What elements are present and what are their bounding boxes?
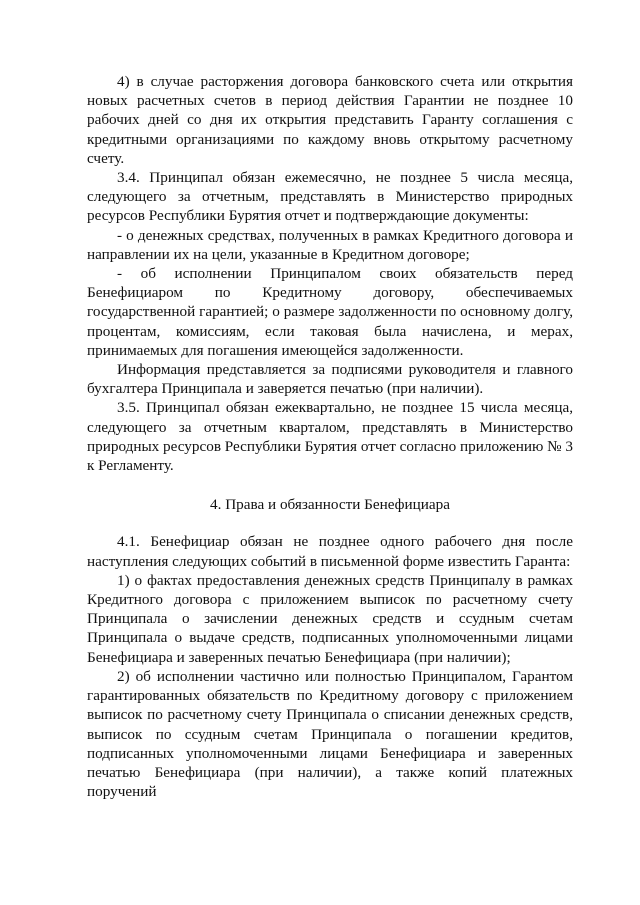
spacer <box>87 514 573 532</box>
paragraph-item-2-execution: 2) об исполнении частично или полностью Принципалом, Гарантом гарантированных обязательств по Кредитному договору с приложением выписок по расчетному счету Принципала о списании денежных средств, выписок по ссудным счетам Принципала о погашении кредитов, подписанных уполномоченными лицами Бенефициара и заверенных печатью Бенефициара (при наличии), а также копий платежных поручений <box>87 667 573 801</box>
paragraph-bullet-obligations: - об исполнении Принципалом своих обязательств перед Бенефициаром по Кредитному договору, обеспечиваемых государственной гарантией; о размере задолженности по основному долгу, процентам, комиссиям, если таковая была начислена, и мерах, принимаемых для погашения имеющейся задолженности. <box>87 265 573 359</box>
paragraph-4-1: 4.1. Бенефициар обязан не позднее одного рабочего дня после наступления следующих событий в письменной форме известить Гаранта: <box>87 533 573 570</box>
paragraph-bullet-funds: - о денежных средствах, полученных в рамках Кредитного договора и направлении их на цели, указанные в Кредитном договоре; <box>87 226 573 263</box>
paragraph-3-4: 3.4. Принципал обязан ежемесячно, не позднее 5 числа месяца, следующего за отчетным, представлять в Министерство природных ресурсов Республики Бурятия отчет и подтверждающие документы: <box>87 169 573 225</box>
paragraph-item-1-funds: 1) о фактах предоставления денежных средств Принципалу в рамках Кредитного договора с приложением выписок по расчетному счету Принципала о зачислении денежных средств и ссудным счетам Принципала о выдаче средств, подписанных уполномоченными лицами Бенефициара и заверенных печатью Бенефициара (при наличии); <box>87 571 573 666</box>
section-heading: 4. Права и обязанности Бенефициара <box>210 496 450 514</box>
document-page <box>87 72 573 801</box>
paragraph-3-5: 3.5. Принципал обязан ежеквартально, не позднее 15 числа месяца, следующего за отчетным кварталом, представлять в Министерство природных ресурсов Республики Бурятия отчет согласно приложению № 3 к Регламенту. <box>87 399 574 475</box>
paragraph-signatures: Информация представляется за подписями руководителя и главного бухгалтера Принципала и заверяется печатью (при наличии). <box>87 361 573 398</box>
spacer <box>87 475 573 495</box>
paragraph-item-4-termination: 4) в случае расторжения договора банковского счета или открытия новых расчетных счетов в период действия Гарантии не позднее 10 рабочих дней со дня их открытия представить Гаранту соглашения с кредитными организациями по каждому вновь открытому расчетному счету. <box>87 73 573 167</box>
